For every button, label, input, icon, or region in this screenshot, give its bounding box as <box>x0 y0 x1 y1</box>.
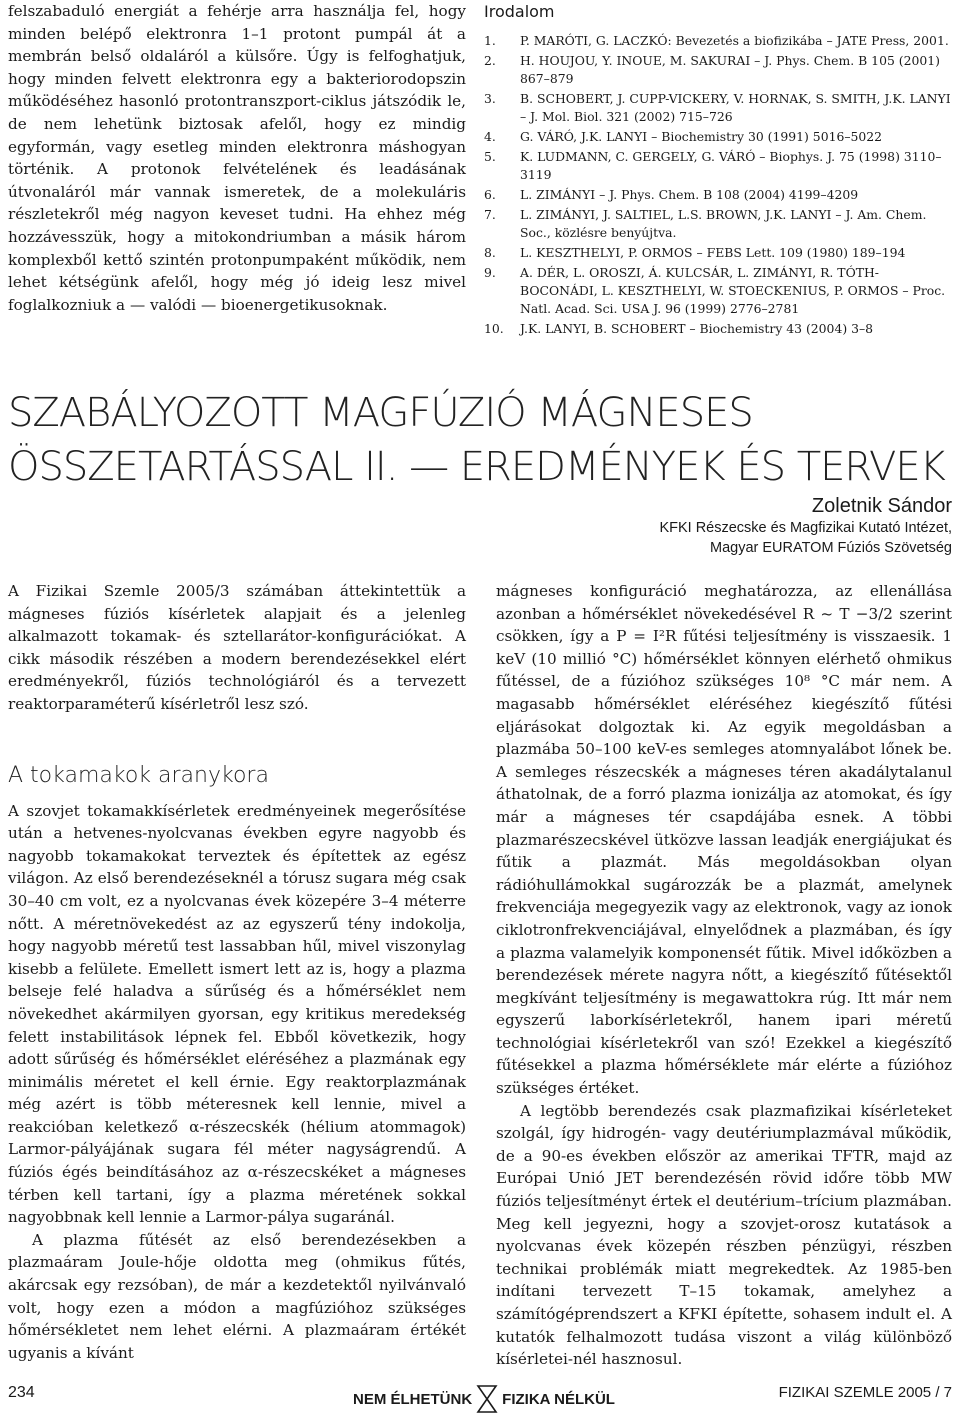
author-name: Zoletnik Sándor <box>811 495 952 517</box>
title-line-2: ÖSSZETARTÁSSAL II. — EREDMÉNYEK ÉS TERVEK <box>8 444 945 490</box>
reference-item <box>484 148 954 184</box>
body-paragraph: A szovjet tokamakkísérletek eredményeinek megerősítése után a hetvenes-nyolcvanas években egyre nagyobb és nagyobb tokamakokat terveztek és építettek az egész világon. Az első berendezéseknél a tórusz sugara még csak 30–40 cm volt, ez a nyolcvanas évek közepére 3–4 méterre nőtt. A méretnövekedést az az egyszerű tény indokolja, hogy nagyobb méretű test lassabban hűl, mivel viszonylag kisebb a felülete. Emellett ismert lett az is, hogy a plazma belseje felé haladva a sűrűség és a hőmérséklet nem növekedhet akármilyen gyorsan, egy kritikus meredekség felett instabilitások lépnek fel. Ebből következik, hogy adott sűrűség és hőmérséklet eléréséhez a plazmának egy minimális méretet el kell érnie. Egy reaktorplazmának még azért is több méteresnek kell lennie, mivel a reakcióban keletkező α-részecskék (hélium atommagok) Larmor-pályájának sugara fél méter nagyságrendű. A fúziós égés beindításához az α-részecskéket a mágneses térben kell tartani, így a plazma méretének sokkal nagyobbnak kell lennie a Larmor-pálya sugaránál. <box>8 801 466 1227</box>
reference-item <box>484 264 954 318</box>
reference-number: 7. <box>484 207 496 222</box>
references-list <box>484 32 954 338</box>
reference-number: 1. <box>484 33 496 48</box>
article-title <box>8 386 948 494</box>
reference-item <box>484 52 954 88</box>
reference-number: 9. <box>484 265 496 280</box>
reference-item <box>484 206 954 242</box>
reference-item <box>484 320 954 338</box>
reference-text: B. SCHOBERT, J. CUPP-VICKERY, V. HORNAK, S. SMITH, J.K. LANYI – J. Mol. Biol. 321 (2002) 715–726 <box>520 91 951 124</box>
section-heading: A tokamakok aranykora <box>8 762 269 788</box>
reference-text: G. VÁRÓ, J.K. LANYI – Biochemistry 30 (1991) 5016–5022 <box>520 129 883 144</box>
reference-text: H. HOUJOU, Y. INOUE, M. SAKURAI – J. Phys. Chem. B 105 (2001) 867–879 <box>520 53 940 86</box>
continued-paragraph: felszabaduló energiát a fehérje arra használja fel, hogy minden belépő elektronra 1–1 protont pumpál át a membrán belső oldaláról a külsőre. Úgy is felfoghatjuk, hogy minden felvett elektronra egy a bakteriorodopszin működéséhez hasonló protontranszport-ciklus játszódik le, de nem lehetünk biztosak afelől, hogy ez mindig egyformán, vagy esetleg minden elektronra máshogyan történik. A protonok felvételének és leadásának útvonaláról már vannak ismeretek, de a molekuláris részletekről még nagyon keveset tudni. Ha ehhez még hozzávesszük, hogy a mitokondriumban a másik három komplexből kettő szintén protonpumpaként működik, nem lehet kétségünk afelől, hogy még jó ideig lesz mivel foglalkozniuk a — valódi — bioenergetikusoknak. <box>8 2 466 314</box>
hourglass-icon <box>476 1384 498 1414</box>
reference-text: K. LUDMANN, C. GERGELY, G. VÁRÓ – Biophys. J. 75 (1998) 3110–3119 <box>520 149 942 182</box>
reference-number: 4. <box>484 129 496 144</box>
reference-item <box>484 32 954 50</box>
reference-number: 2. <box>484 53 496 68</box>
journal-issue: FIZIKAI SZEMLE 2005 / 7 <box>778 1384 952 1401</box>
slogan-right: FIZIKA NÉLKÜL <box>502 1390 615 1408</box>
slogan-left: NEM ÉLHETÜNK <box>353 1390 473 1408</box>
intro-paragraph: A Fizikai Szemle 2005/3 számában áttekintettük a mágneses fúziós kísérletek alapjait és a jelenleg alkalmazott tokamak- és sztellarátor-konfigurációkat. A cikk második részében a modern berendezésekkel elért eredményekről, fúziós technológiáról és a tervezett reaktorparaméterű kísérletről lesz szó. <box>8 582 466 713</box>
reference-text: L. ZIMÁNYI, J. SALTIEL, L.S. BROWN, J.K. LANYI – J. Am. Chem. Soc., közlésre benyújtva. <box>520 207 927 240</box>
reference-item <box>484 186 954 204</box>
reference-item <box>484 128 954 146</box>
reference-text: L. KESZTHELYI, P. ORMOS – FEBS Lett. 109 (1980) 189–194 <box>520 245 906 260</box>
reference-text: A. DÉR, L. OROSZI, Á. KULCSÁR, L. ZIMÁNYI, R. TÓTH-BOCONÁDI, L. KESZTHELYI, W. STOECKENIUS, P. ORMOS – Proc. Natl. Acad. Sci. USA J. 96 (1999) 2776–2781 <box>520 265 946 316</box>
reference-item <box>484 244 954 262</box>
page-number: 234 <box>8 1384 35 1401</box>
references-heading: Irodalom <box>484 2 555 21</box>
author-affiliation-1: KFKI Részecske és Magfizikai Kutató Intézet, <box>659 520 952 536</box>
reference-text: J.K. LANYI, B. SCHOBERT – Biochemistry 43 (2004) 3–8 <box>520 321 874 336</box>
reference-number: 5. <box>484 149 496 164</box>
page-footer <box>8 1378 952 1408</box>
reference-text: L. ZIMÁNYI – J. Phys. Chem. B 108 (2004) 4199–4209 <box>520 187 859 202</box>
body-paragraph: A plazma fűtését az első berendezésekben a plazmaáram Joule-hője oldotta meg (ohmikus fűtés, akárcsak egy rezsóban), de már a kezdetektől nyilvánvaló volt, hogy ezen a módon a magfúzióhoz szükséges hőmérsékletet nem lehet elérni. A plazmaáram értékét ugyanis a kívánt <box>8 1230 466 1362</box>
references-section <box>484 2 954 340</box>
footer-slogan <box>353 1384 615 1414</box>
left-main-column <box>8 580 466 1364</box>
reference-number: 6. <box>484 187 496 202</box>
reference-number: 10. <box>484 321 504 336</box>
body-paragraph: A legtöbb berendezés csak plazmafizikai kísérleteket szolgál, így hidrogén- vagy deutériumplazmával működik, de a 90-es években először az amerikai TFTR, majd az Európai Unió JET berendezésén rövid időre több MW fúziós teljesítményt értek el deutérium–trícium plazmában. Meg kell jegyezni, hogy a szovjet-orosz kutatások a nyolcvanas évek közepén részben pénzügyi, részben technikai problémák miatt megrekedtek. Az 1985-ben indítani tervezett T–15 tokamak, amelyhez a számítógéprendszert a KFKI építette, sohasem indult el. A kutatók felhalmozott tudása viszont a világ különböző kísérletei-nél hasznosul. <box>496 1101 952 1369</box>
reference-number: 3. <box>484 91 496 106</box>
top-left-column <box>8 0 466 316</box>
author-affiliation-2: Magyar EURATOM Fúziós Szövetség <box>709 540 952 556</box>
reference-number: 8. <box>484 245 496 260</box>
body-paragraph: mágneses konfiguráció meghatározza, az ellenállása azonban a hőmérséklet növekedésével R ~ T −3/2 szerint csökken, így a P = I²R fűtési teljesítmény is visszaesik. 1 keV (10 millió °C) hőmérséklet könnyen elérhető ohmikus fűtéssel, de a fúzióhoz szükséges 10⁸ °C már nem. A magasabb hőmérséklet eléréséhez kiegészítő fűtési eljárásokat dolgoztak ki. Az egyik megoldásban a plazmába 50–100 keV-es semleges atomnyalábot lőnek be. A semleges részecskék a mágneses téren akadálytalanul áthatolnak, de a forró plazma ionizálja az atomokat, és így már a mágneses tér csapdájába esnek. A többi plazmarészecskével ütközve lassan leadják energiájukat és fűtik a plazmát. Más megoldásokban olyan rádióhullámokkal sugározzák be a plazmát, amelynek frekvenciája megegyezik vagy az elektronok, vagy az ionok ciklotronfrekvenciájával, elnyelődnek a plazmában, és így a plazma valamelyik komponensét fűtik. Mivel időközben a berendezések mérete nagyra nőtt, a kiegészítő fűtésektől megkívánt teljesítmény is megawattokra rúg. Itt már nem egyszerű laborkísérletekről, hanem ipari méretű technológiai kísérletekről van szó! Ezekkel a kiegészítő fűtésekkel a plazma hőmérséklete már elérte a fúzióhoz szükséges értéket. <box>496 582 952 1098</box>
reference-text: P. MARÓTI, G. LACZKÓ: Bevezetés a biofizikába – JATE Press, 2001. <box>520 33 949 48</box>
reference-item <box>484 90 954 126</box>
title-line-1: SZABÁLYOZOTT MAGFÚZIÓ MÁGNESES <box>8 390 753 436</box>
right-main-column <box>496 580 952 1371</box>
author-block <box>659 494 952 558</box>
